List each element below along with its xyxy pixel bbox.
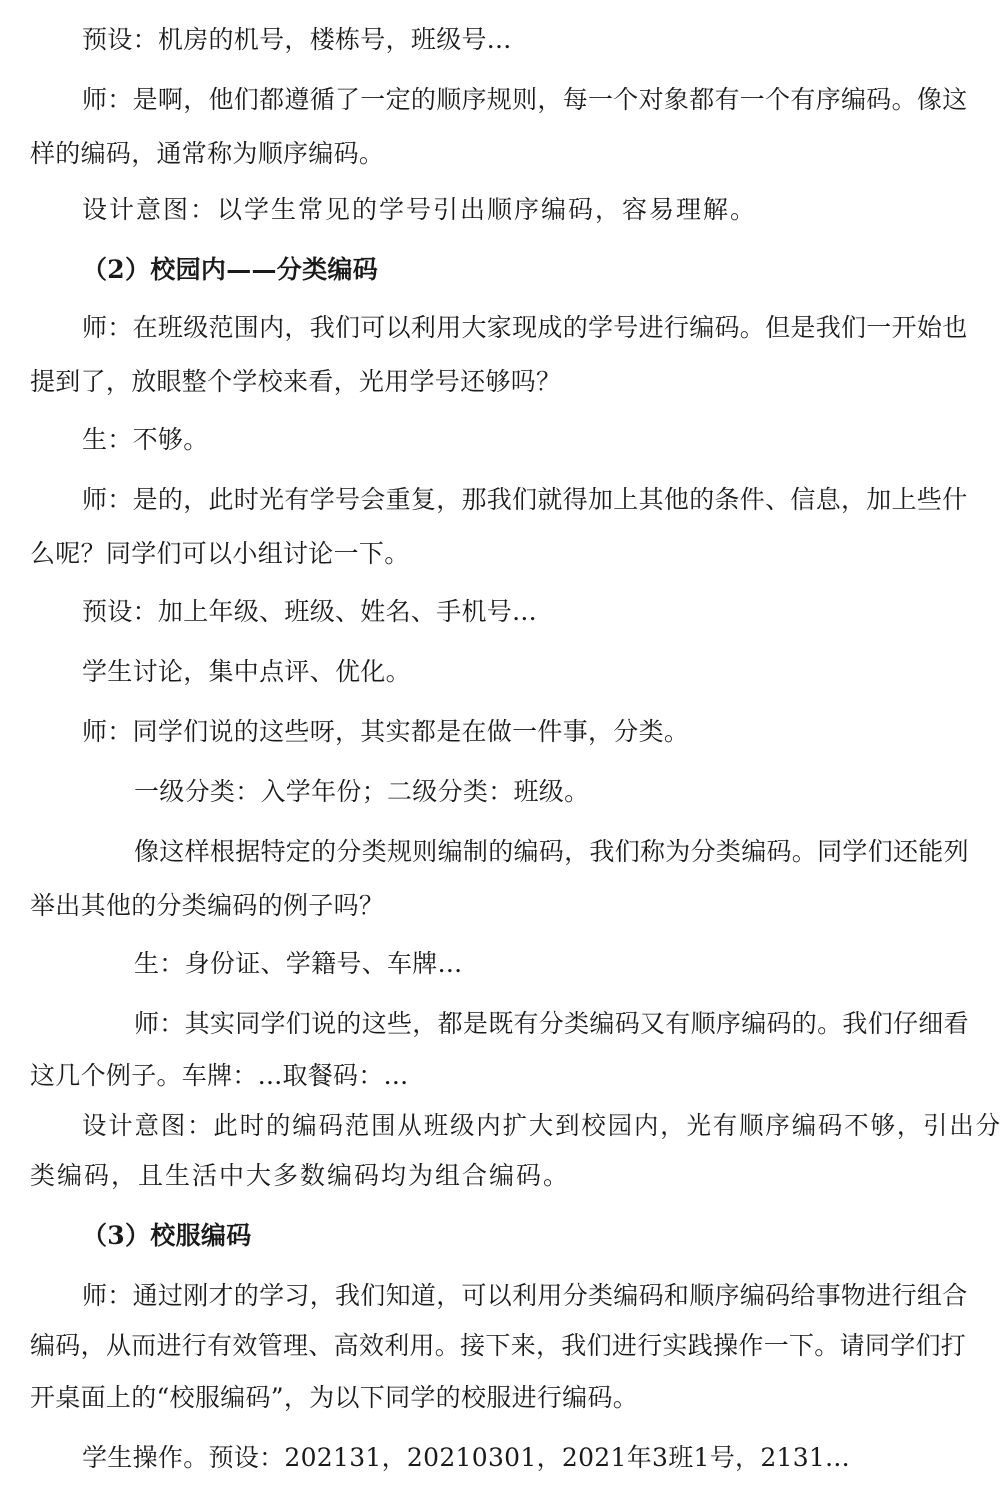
paragraph-line: 编码，从而进行有效管理、高效利用。接下来，我们进行实践操作一下。请同学们打 [30, 1331, 967, 1360]
paragraph-line: 这几个例子。车牌：...取餐码：... [30, 1061, 409, 1090]
paragraph-line: 师：同学们说的这些呀，其实都是在做一件事，分类。 [82, 717, 690, 746]
paragraph-line: 提到了，放眼整个学校来看，光用学号还够吗？ [30, 367, 562, 396]
paragraph-line: 学生操作。预设：202131，20210301，2021年3班1号，2131... [82, 1443, 850, 1472]
paragraph-line: 师：其实同学们说的这些，都是既有分类编码又有顺序编码的。我们仔细看 [134, 1009, 969, 1038]
design-intent-line: 设计意图：此时的编码范围从班级内扩大到校园内，光有顺序编码不够，引出分 [82, 1111, 1003, 1140]
paragraph-line: 生：不够。 [82, 425, 209, 454]
paragraph-line: 预设：加上年级、班级、姓名、手机号... [82, 597, 537, 626]
paragraph-line: 像这样根据特定的分类规则编制的编码，我们称为分类编码。同学们还能列 [134, 837, 969, 866]
paragraph-line: 开桌面上的“校服编码”，为以下同学的校服进行编码。 [30, 1383, 639, 1412]
paragraph-line: 师：是啊，他们都遵循了一定的顺序规则，每一个对象都有一个有序编码。像这 [82, 85, 968, 114]
design-intent-line: 设计意图：以学生常见的学号引出顺序编码，容易理解。 [82, 195, 758, 224]
paragraph-line: 学生讨论，集中点评、优化。 [82, 657, 411, 686]
paragraph-line: 生：身份证、学籍号、车牌... [134, 949, 463, 978]
section-heading: （3）校服编码 [82, 1221, 252, 1250]
paragraph-line: 预设：机房的机号，楼栋号，班级号... [82, 25, 512, 54]
section-heading: （2）校园内——分类编码 [82, 255, 378, 284]
paragraph-line: 师：在班级范围内，我们可以利用大家现成的学号进行编码。但是我们一开始也 [82, 313, 968, 342]
paragraph-line: 举出其他的分类编码的例子吗？ [30, 891, 385, 920]
paragraph-line: 一级分类：入学年份；二级分类：班级。 [134, 777, 590, 806]
paragraph-line: 么呢？同学们可以小组讨论一下。 [30, 539, 410, 568]
paragraph-line: 师：是的，此时光有学号会重复，那我们就得加上其他的条件、信息，加上些什 [82, 485, 968, 514]
paragraph-line: 样的编码，通常称为顺序编码。 [30, 139, 385, 168]
paragraph-line: 师：通过刚才的学习，我们知道，可以利用分类编码和顺序编码给事物进行组合 [82, 1281, 968, 1310]
design-intent-line: 类编码，且生活中大多数编码均为组合编码。 [30, 1161, 571, 1190]
